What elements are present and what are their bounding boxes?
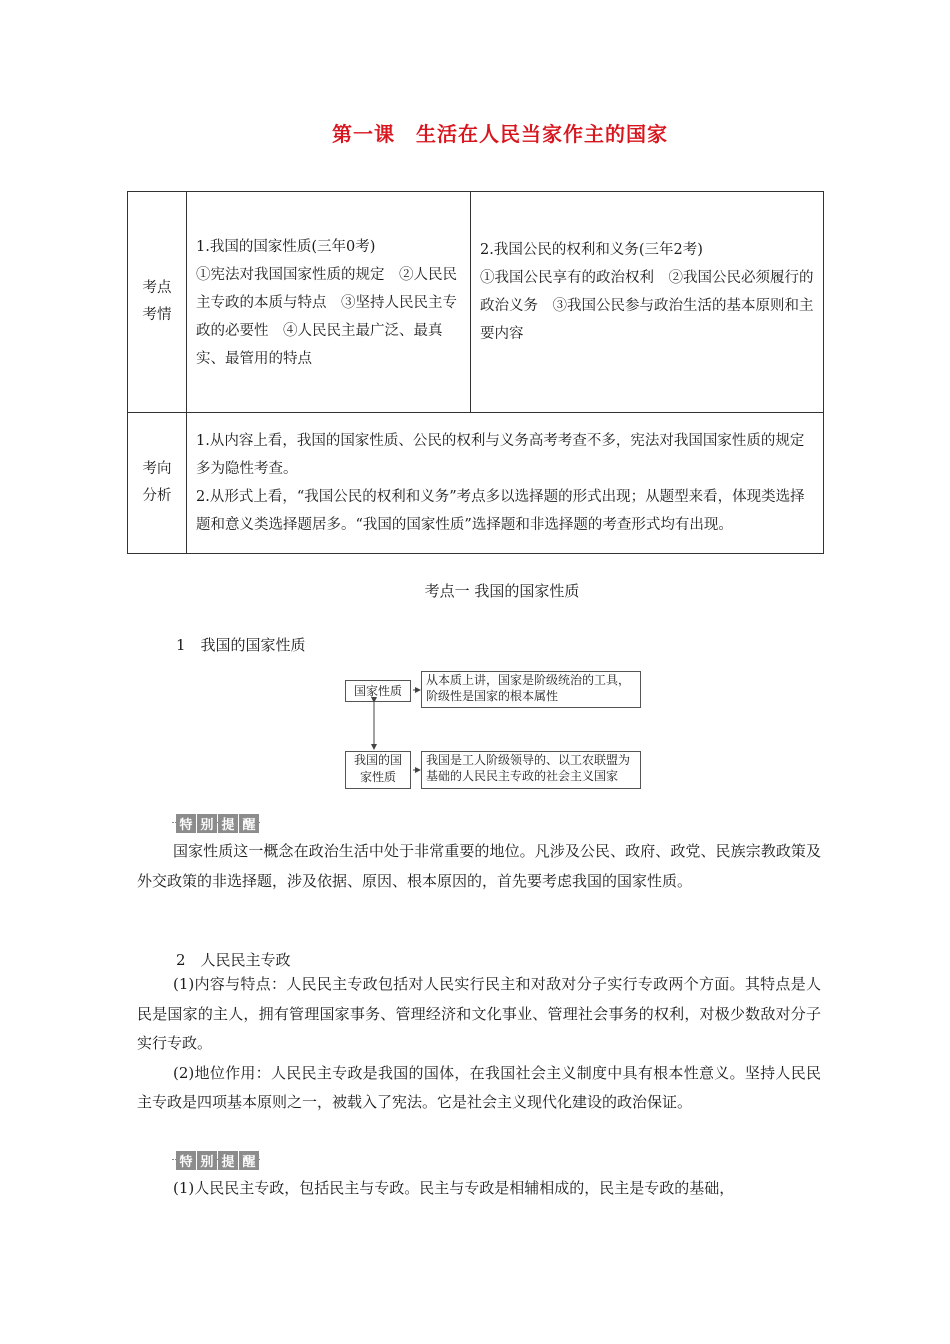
diagram-box-our-state-nature: 我国的国家性质	[345, 751, 411, 789]
topic-2-title: 2.我国公民的权利和义务(三年2考)	[480, 242, 703, 258]
subheading-1: 1 我国的国家性质	[176, 636, 306, 654]
special-reminder-badge-2	[172, 1150, 260, 1170]
diagram-box-our-state: 我国是工人阶级领导的、以工农联盟为基础的人民民主专政的社会主义国家	[421, 751, 641, 789]
note-2-text: (1)人民民主专政，包括民主与专政。民主与专政是相辅相成的，民主是专政的基础，	[173, 1179, 735, 1197]
analysis-1: 1.从内容上看，我国的国家性质、公民的权利与义务高考考查不多，宪法对我国国家性质的规定多为隐性考查。	[196, 433, 805, 477]
subheading-2: 2 人民民主专政	[176, 951, 291, 969]
topic-1-title: 1.我国的国家性质(三年0考)	[196, 239, 376, 255]
note-1-text: 国家性质这一概念在政治生活中处于非常重要的地位。凡涉及公民、政府、政党、民族宗教政策及外交政策的非选择题，涉及依据、原因、根本原因的，首先要考虑我国的国家性质。	[137, 842, 821, 890]
note-2	[137, 1174, 821, 1204]
section-heading: 考点一 我国的国家性质	[424, 582, 580, 600]
topic-1-body: ①宪法对我国国家性质的规定 ②人民民主专政的本质与特点 ③坚持人民民主专政的必要性 ④人民民主最广泛、最真实、最管用的特点	[196, 267, 457, 367]
row-label-analysis: 考向 分析	[128, 413, 187, 554]
paragraph-2: (2)地位作用：人民民主专政是我国的国体，在我国社会主义制度中具有根本性意义。坚持人民民主专政是四项基本原则之一，被载入了宪法。它是社会主义现代化建设的政治保证。	[137, 1063, 821, 1111]
content-paragraphs	[137, 970, 821, 1118]
analysis-2: 2.从形式上看，“我国公民的权利和义务”考点多以选择题的形式出现；从题型来看，体现类选择题和意义类选择题居多。“我国的国家性质”选择题和非选择题的考查形式均有出现。	[196, 489, 805, 533]
badge-char: 醒	[239, 814, 259, 833]
badge-char: 别	[197, 1151, 217, 1170]
badge-char: 特	[176, 1151, 196, 1170]
diagram-box-state-nature: 国家性质	[345, 680, 411, 702]
row-label-exam-situation: 考点 考情	[128, 192, 187, 413]
badge-char: 提	[218, 1151, 238, 1170]
paragraph-1: (1)内容与特点：人民民主专政包括对人民实行民主和对敌对分子实行专政两个方面。其特点是人民是国家的主人，拥有管理国家事务、管理经济和文化事业、管理社会事务的权利，对极少数敌对分子实行专政。	[137, 975, 821, 1052]
badge-char: 提	[218, 814, 238, 833]
badge-char: 别	[197, 814, 217, 833]
page-title: 第一课 生活在人民当家作主的国家	[332, 122, 668, 146]
note-1	[137, 837, 821, 896]
diagram-box-essence: 从本质上讲，国家是阶级统治的工具，阶级性是国家的根本属性	[421, 671, 641, 708]
special-reminder-badge-1	[172, 813, 260, 833]
badge-char: 醒	[239, 1151, 259, 1170]
badge-char: 特	[176, 814, 196, 833]
topic-2-body: ①我国公民享有的政治权利 ②我国公民必须履行的政治义务 ③我国公民参与政治生活的基本原则和主要内容	[480, 270, 814, 342]
